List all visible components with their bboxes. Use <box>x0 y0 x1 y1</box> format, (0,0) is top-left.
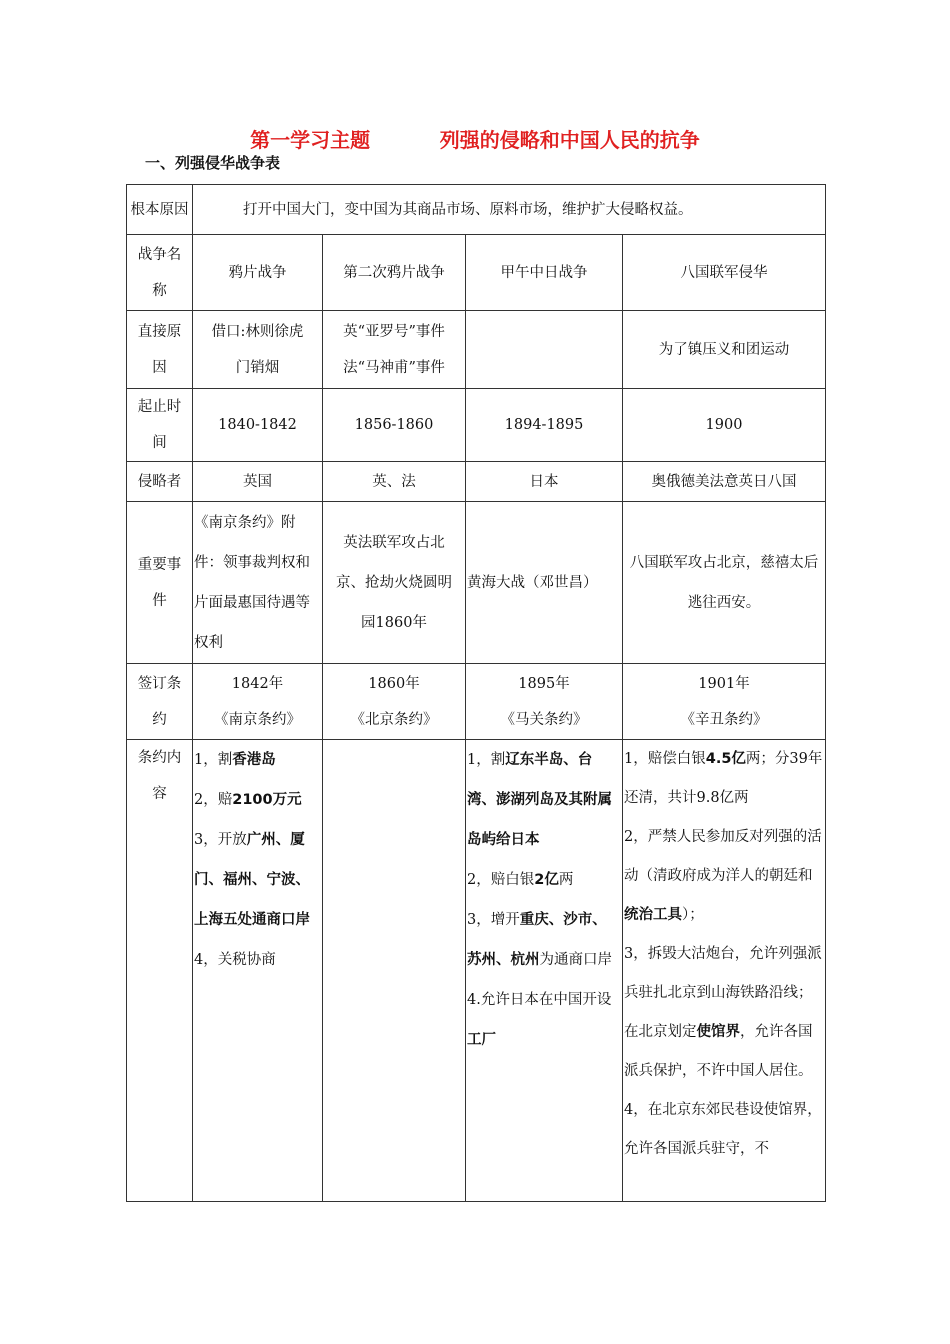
row-label: 条约内容 <box>127 740 193 1202</box>
table-cell: 甲午中日战争 <box>466 235 623 311</box>
bold-text: 2亿 <box>534 872 559 888</box>
treaty-name: 《南京条约》 <box>214 711 301 728</box>
text-run: 2，赔 <box>194 792 233 808</box>
text-run: 两 <box>558 872 574 888</box>
treaty-name: 《北京条约》 <box>350 711 438 728</box>
table-row <box>127 462 826 502</box>
row-label: 起止时间 <box>127 389 193 462</box>
table-row <box>127 502 826 664</box>
table-cell: 英法联军攻占北京、抢劫火烧圆明园1860年 <box>323 502 466 664</box>
bold-text: 2100万元 <box>232 792 302 808</box>
text-run: 3，增开 <box>467 912 520 928</box>
bold-text: 香港岛 <box>232 752 276 768</box>
bold-text: 广州、厦门、福州、宁波、上海五处通商口岸 <box>194 832 310 928</box>
row-label: 签订条约 <box>127 664 193 740</box>
treaty-year: 1842年 <box>231 675 284 692</box>
row-label: 战争名称 <box>127 235 193 311</box>
row-label: 直接原因 <box>127 311 193 389</box>
table-cell: 1840-1842 <box>193 389 323 462</box>
section-heading: 一、列强侵华战争表 <box>145 154 281 172</box>
table-cell: 1856-1860 <box>323 389 466 462</box>
table-cell <box>466 311 623 389</box>
row-label: 根本原因 <box>127 185 193 235</box>
table-cell: 英、法 <box>323 462 466 502</box>
text-run: 2，严禁人民参加反对列强的活动（清政府成为洋人的朝廷和 <box>624 829 822 884</box>
text-run: 4.允许日本在中国开设 <box>467 992 612 1008</box>
table-cell: 英“亚罗号”事件 法“马神甫”事件 <box>323 311 466 389</box>
bold-text: 使馆界 <box>696 1024 740 1040</box>
row-label: 重要事件 <box>127 502 193 664</box>
text-run: 两；分39年还清，共计9.8亿两 <box>624 751 823 806</box>
table-cell: 鸦片战争 <box>193 235 323 311</box>
text-run: 为通商口岸 <box>539 952 612 968</box>
nanjing-content <box>193 740 323 1202</box>
table-row <box>127 311 826 389</box>
root-cause-text: 打开中国大门，变中国为其商品市场、原料市场，维护扩大侵略权益。 <box>193 185 826 235</box>
table-cell: 1894-1895 <box>466 389 623 462</box>
treaty-year: 1895年 <box>518 675 570 692</box>
war-table <box>126 184 826 1202</box>
table-cell: 黄海大战（邓世昌） <box>466 502 623 664</box>
table-row <box>127 664 826 740</box>
table-cell: 借口:林则徐虎门销烟 <box>193 311 323 389</box>
treaty-name: 《马关条约》 <box>500 711 588 728</box>
bold-text: 统治工具 <box>624 907 682 923</box>
text-run: 1，割 <box>467 752 506 768</box>
page-title: 第一学习主题 列强的侵略和中国人民的抗争 <box>250 128 700 152</box>
table-row <box>127 185 826 235</box>
bold-text: 工厂 <box>467 1032 496 1048</box>
table-cell: 日本 <box>466 462 623 502</box>
treaty-year: 1901年 <box>698 675 750 692</box>
text-run: 1，赔偿白银 <box>624 751 706 767</box>
bold-text: 重庆、沙市、苏州、杭州 <box>467 912 607 968</box>
text-run: 4，在北京东郊民巷设使馆界，允许各国派兵驻守，不 <box>624 1102 822 1157</box>
table-row <box>127 235 826 311</box>
xinchou-content <box>623 740 826 1202</box>
beijing-content <box>323 740 466 1202</box>
text-run: 4，关税协商 <box>194 952 276 968</box>
text-run: 3，开放 <box>194 832 247 848</box>
treaty-name: 《辛丑条约》 <box>680 711 768 728</box>
text-run: ）； <box>682 907 704 923</box>
maguan-content <box>466 740 623 1202</box>
bold-text: 4.5亿 <box>705 751 746 767</box>
table-cell: 《南京条约》附件：领事裁判权和片面最惠国待遇等权利 <box>193 502 323 664</box>
table-cell <box>466 664 623 740</box>
table-cell <box>193 664 323 740</box>
row-label: 侵略者 <box>127 462 193 502</box>
table-cell: 1900 <box>623 389 826 462</box>
table-row <box>127 740 826 1202</box>
table-row <box>127 389 826 462</box>
table-cell: 英国 <box>193 462 323 502</box>
text-run: 2，赔白银 <box>467 872 535 888</box>
treaty-year: 1860年 <box>368 675 420 692</box>
table-cell: 为了镇压义和团运动 <box>623 311 826 389</box>
text-run: 1，割 <box>194 752 233 768</box>
table-cell: 八国联军攻占北京，慈禧太后逃往西安。 <box>623 502 826 664</box>
table-cell <box>623 664 826 740</box>
bold-text: 辽东半岛、台湾、澎湖列岛及其附属岛屿给日本 <box>467 752 612 848</box>
table-cell <box>323 664 466 740</box>
table-cell: 奥俄德美法意英日八国 <box>623 462 826 502</box>
table-cell: 八国联军侵华 <box>623 235 826 311</box>
text-run: ，允许各国派兵保护，不许中国人居住。 <box>624 1024 813 1079</box>
table-cell: 第二次鸦片战争 <box>323 235 466 311</box>
text-run: 3，拆毁大沽炮台，允许列强派兵驻扎北京到山海铁路沿线；在北京划定 <box>624 946 822 1040</box>
